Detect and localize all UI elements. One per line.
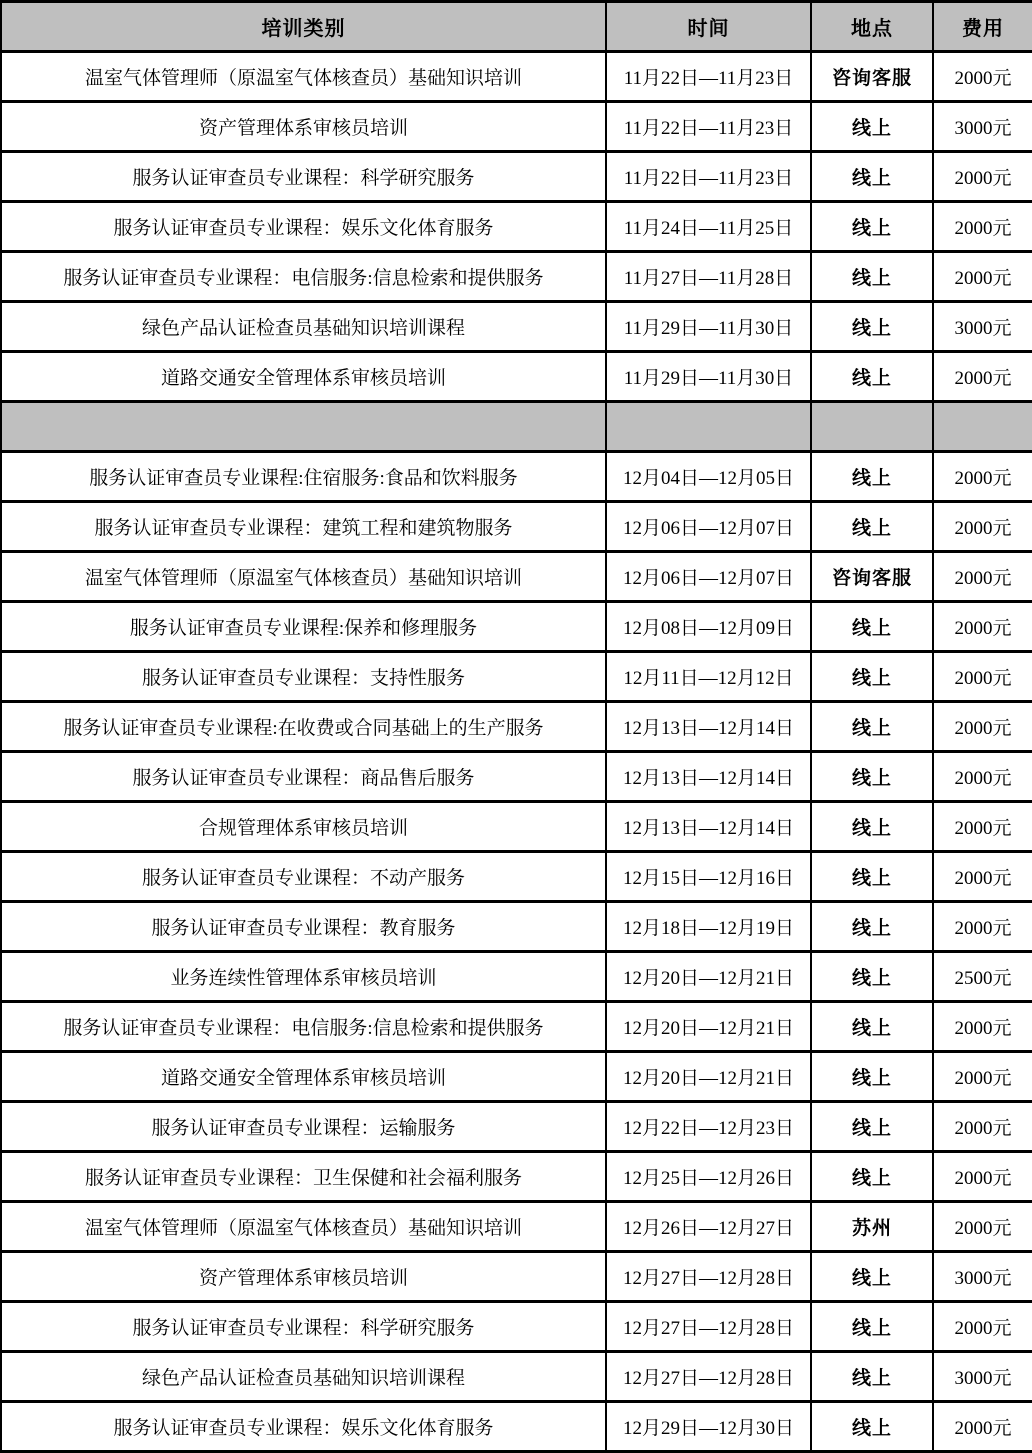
fee-cell: 2000元 bbox=[933, 1302, 1032, 1352]
category-cell: 服务认证审查员专业课程：卫生保健和社会福利服务 bbox=[1, 1152, 606, 1202]
fee-cell: 3000元 bbox=[933, 102, 1032, 152]
time-cell: 12月06日—12月07日 bbox=[606, 552, 811, 602]
time-cell: 12月27日—12月28日 bbox=[606, 1352, 811, 1402]
fee-cell: 2500元 bbox=[933, 952, 1032, 1002]
location-cell: 线上 bbox=[811, 652, 933, 702]
time-cell: 11月22日—11月23日 bbox=[606, 152, 811, 202]
fee-cell: 2000元 bbox=[933, 652, 1032, 702]
time-cell: 12月29日—12月30日 bbox=[606, 1402, 811, 1452]
location-cell: 线上 bbox=[811, 602, 933, 652]
location-cell: 线上 bbox=[811, 302, 933, 352]
table-row bbox=[1, 552, 1032, 602]
category-cell: 温室气体管理师（原温室气体核查员）基础知识培训 bbox=[1, 552, 606, 602]
location-cell: 线上 bbox=[811, 352, 933, 402]
time-cell: 12月22日—12月23日 bbox=[606, 1102, 811, 1152]
table-row bbox=[1, 1052, 1032, 1102]
fee-cell: 2000元 bbox=[933, 452, 1032, 502]
fee-cell: 2000元 bbox=[933, 702, 1032, 752]
location-cell: 线上 bbox=[811, 252, 933, 302]
fee-cell: 2000元 bbox=[933, 502, 1032, 552]
category-cell: 服务认证审查员专业课程：建筑工程和建筑物服务 bbox=[1, 502, 606, 552]
location-cell: 咨询客服 bbox=[811, 552, 933, 602]
fee-cell: 2000元 bbox=[933, 752, 1032, 802]
category-cell: 服务认证审查员专业课程：科学研究服务 bbox=[1, 1302, 606, 1352]
category-cell: 服务认证审查员专业课程:在收费或合同基础上的生产服务 bbox=[1, 702, 606, 752]
fee-cell: 2000元 bbox=[933, 202, 1032, 252]
time-cell: 11月29日—11月30日 bbox=[606, 302, 811, 352]
fee-cell: 2000元 bbox=[933, 1402, 1032, 1452]
fee-cell: 2000元 bbox=[933, 252, 1032, 302]
table-row bbox=[1, 502, 1032, 552]
time-cell: 12月20日—12月21日 bbox=[606, 952, 811, 1002]
fee-cell: 2000元 bbox=[933, 1102, 1032, 1152]
table-row bbox=[1, 652, 1032, 702]
separator-cell bbox=[1, 402, 606, 452]
time-cell: 12月13日—12月14日 bbox=[606, 702, 811, 752]
table-header bbox=[1, 2, 1032, 52]
table-row bbox=[1, 52, 1032, 102]
fee-cell: 3000元 bbox=[933, 302, 1032, 352]
time-cell: 12月27日—12月28日 bbox=[606, 1302, 811, 1352]
table-row bbox=[1, 852, 1032, 902]
header-category: 培训类别 bbox=[1, 2, 606, 52]
time-cell: 12月04日—12月05日 bbox=[606, 452, 811, 502]
header-time: 时间 bbox=[606, 2, 811, 52]
fee-cell: 2000元 bbox=[933, 602, 1032, 652]
table-row bbox=[1, 602, 1032, 652]
course-table-body bbox=[1, 52, 1032, 1452]
category-cell: 温室气体管理师（原温室气体核查员）基础知识培训 bbox=[1, 1202, 606, 1252]
fee-cell: 2000元 bbox=[933, 1002, 1032, 1052]
location-cell: 线上 bbox=[811, 452, 933, 502]
table-row bbox=[1, 1152, 1032, 1202]
category-cell: 服务认证审查员专业课程：电信服务:信息检索和提供服务 bbox=[1, 252, 606, 302]
location-cell: 线上 bbox=[811, 152, 933, 202]
time-cell: 12月27日—12月28日 bbox=[606, 1252, 811, 1302]
category-cell: 服务认证审查员专业课程：娱乐文化体育服务 bbox=[1, 202, 606, 252]
time-cell: 11月24日—11月25日 bbox=[606, 202, 811, 252]
category-cell: 温室气体管理师（原温室气体核查员）基础知识培训 bbox=[1, 52, 606, 102]
time-cell: 12月13日—12月14日 bbox=[606, 752, 811, 802]
table-row bbox=[1, 1352, 1032, 1402]
category-cell: 服务认证审查员专业课程:住宿服务:食品和饮料服务 bbox=[1, 452, 606, 502]
location-cell: 线上 bbox=[811, 702, 933, 752]
location-cell: 线上 bbox=[811, 1302, 933, 1352]
fee-cell: 3000元 bbox=[933, 1352, 1032, 1402]
table-row bbox=[1, 1252, 1032, 1302]
table-row bbox=[1, 952, 1032, 1002]
table-row bbox=[1, 352, 1032, 402]
time-cell: 12月20日—12月21日 bbox=[606, 1002, 811, 1052]
table-row bbox=[1, 1002, 1032, 1052]
time-cell: 12月08日—12月09日 bbox=[606, 602, 811, 652]
separator-row bbox=[1, 402, 1032, 452]
category-cell: 服务认证审查员专业课程：电信服务:信息检索和提供服务 bbox=[1, 1002, 606, 1052]
fee-cell: 2000元 bbox=[933, 852, 1032, 902]
location-cell: 线上 bbox=[811, 202, 933, 252]
location-cell: 苏州 bbox=[811, 1202, 933, 1252]
fee-cell: 2000元 bbox=[933, 1202, 1032, 1252]
table-row bbox=[1, 802, 1032, 852]
table-row bbox=[1, 1102, 1032, 1152]
table-row bbox=[1, 1202, 1032, 1252]
category-cell: 服务认证审查员专业课程：商品售后服务 bbox=[1, 752, 606, 802]
separator-cell bbox=[606, 402, 811, 452]
time-cell: 11月29日—11月30日 bbox=[606, 352, 811, 402]
table-row bbox=[1, 752, 1032, 802]
category-cell: 服务认证审查员专业课程：娱乐文化体育服务 bbox=[1, 1402, 606, 1452]
fee-cell: 3000元 bbox=[933, 1252, 1032, 1302]
time-cell: 12月13日—12月14日 bbox=[606, 802, 811, 852]
time-cell: 11月22日—11月23日 bbox=[606, 102, 811, 152]
time-cell: 12月06日—12月07日 bbox=[606, 502, 811, 552]
category-cell: 道路交通安全管理体系审核员培训 bbox=[1, 1052, 606, 1102]
category-cell: 业务连续性管理体系审核员培训 bbox=[1, 952, 606, 1002]
table-row bbox=[1, 452, 1032, 502]
fee-cell: 2000元 bbox=[933, 1052, 1032, 1102]
category-cell: 服务认证审查员专业课程：不动产服务 bbox=[1, 852, 606, 902]
location-cell: 咨询客服 bbox=[811, 52, 933, 102]
location-cell: 线上 bbox=[811, 102, 933, 152]
location-cell: 线上 bbox=[811, 802, 933, 852]
fee-cell: 2000元 bbox=[933, 152, 1032, 202]
separator-cell bbox=[933, 402, 1032, 452]
category-cell: 绿色产品认证检查员基础知识培训课程 bbox=[1, 1352, 606, 1402]
location-cell: 线上 bbox=[811, 852, 933, 902]
fee-cell: 2000元 bbox=[933, 552, 1032, 602]
category-cell: 道路交通安全管理体系审核员培训 bbox=[1, 352, 606, 402]
separator-cell bbox=[811, 402, 933, 452]
location-cell: 线上 bbox=[811, 502, 933, 552]
location-cell: 线上 bbox=[811, 952, 933, 1002]
time-cell: 12月20日—12月21日 bbox=[606, 1052, 811, 1102]
fee-cell: 2000元 bbox=[933, 52, 1032, 102]
time-cell: 12月15日—12月16日 bbox=[606, 852, 811, 902]
category-cell: 服务认证审查员专业课程：运输服务 bbox=[1, 1102, 606, 1152]
location-cell: 线上 bbox=[811, 902, 933, 952]
table-row bbox=[1, 202, 1032, 252]
fee-cell: 2000元 bbox=[933, 352, 1032, 402]
table-row bbox=[1, 302, 1032, 352]
category-cell: 绿色产品认证检查员基础知识培训课程 bbox=[1, 302, 606, 352]
table-row bbox=[1, 1402, 1032, 1452]
location-cell: 线上 bbox=[811, 1152, 933, 1202]
table-row bbox=[1, 102, 1032, 152]
fee-cell: 2000元 bbox=[933, 902, 1032, 952]
category-cell: 资产管理体系审核员培训 bbox=[1, 1252, 606, 1302]
table-row bbox=[1, 902, 1032, 952]
table-row bbox=[1, 702, 1032, 752]
category-cell: 服务认证审查员专业课程:保养和修理服务 bbox=[1, 602, 606, 652]
category-cell: 服务认证审查员专业课程：支持性服务 bbox=[1, 652, 606, 702]
time-cell: 11月22日—11月23日 bbox=[606, 52, 811, 102]
location-cell: 线上 bbox=[811, 1102, 933, 1152]
table-row bbox=[1, 252, 1032, 302]
category-cell: 服务认证审查员专业课程：教育服务 bbox=[1, 902, 606, 952]
location-cell: 线上 bbox=[811, 1052, 933, 1102]
header-row bbox=[1, 2, 1032, 52]
location-cell: 线上 bbox=[811, 1352, 933, 1402]
fee-cell: 2000元 bbox=[933, 1152, 1032, 1202]
location-cell: 线上 bbox=[811, 752, 933, 802]
location-cell: 线上 bbox=[811, 1252, 933, 1302]
category-cell: 服务认证审查员专业课程：科学研究服务 bbox=[1, 152, 606, 202]
category-cell: 资产管理体系审核员培训 bbox=[1, 102, 606, 152]
location-cell: 线上 bbox=[811, 1402, 933, 1452]
fee-cell: 2000元 bbox=[933, 802, 1032, 852]
table-row bbox=[1, 152, 1032, 202]
header-location: 地点 bbox=[811, 2, 933, 52]
location-cell: 线上 bbox=[811, 1002, 933, 1052]
header-fee: 费用 bbox=[933, 2, 1032, 52]
time-cell: 11月27日—11月28日 bbox=[606, 252, 811, 302]
time-cell: 12月18日—12月19日 bbox=[606, 902, 811, 952]
table-row bbox=[1, 1302, 1032, 1352]
time-cell: 12月26日—12月27日 bbox=[606, 1202, 811, 1252]
time-cell: 12月25日—12月26日 bbox=[606, 1152, 811, 1202]
category-cell: 合规管理体系审核员培训 bbox=[1, 802, 606, 852]
time-cell: 12月11日—12月12日 bbox=[606, 652, 811, 702]
